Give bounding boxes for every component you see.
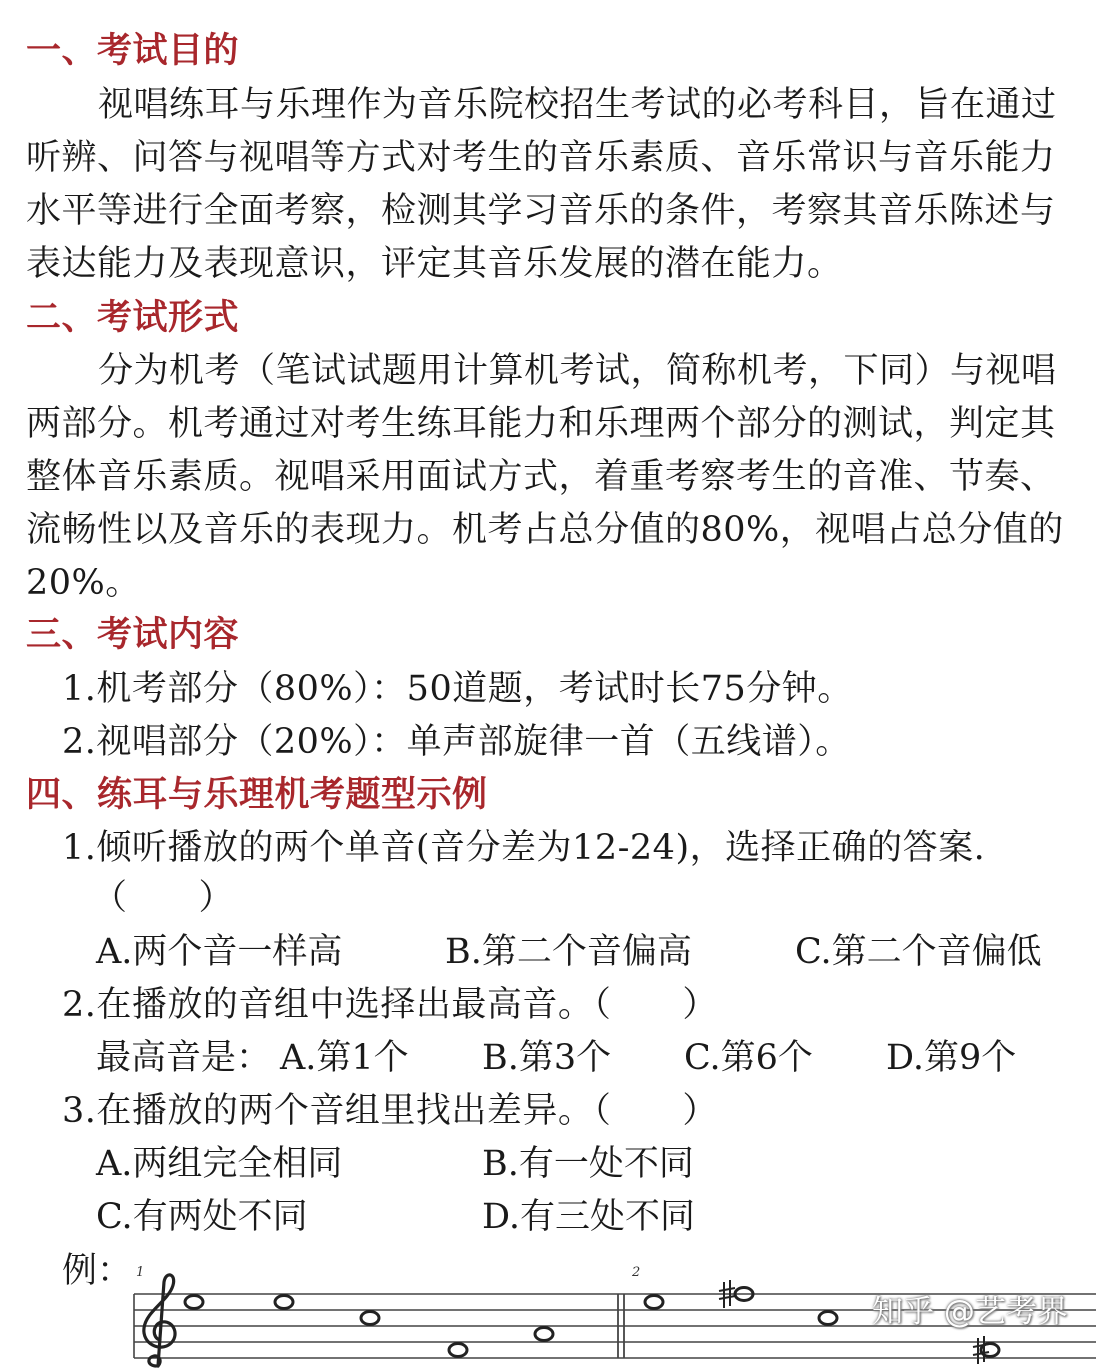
question-2-option-d: D.第9个 bbox=[886, 1038, 1017, 1078]
section-1-line-2: 听辨、问答与视唱等方式对考生的音乐素质、音乐常识与音乐能力 bbox=[26, 138, 1056, 178]
section-2-line-4: 流畅性以及音乐的表现力。机考占总分值的80%，视唱占总分值的 bbox=[26, 510, 1064, 550]
question-2-option-b: B.第3个 bbox=[482, 1038, 612, 1078]
section-2-line-2: 两部分。机考通过对考生练耳能力和乐理两个部分的测试，判定其 bbox=[26, 404, 1056, 444]
question-3-option-d: D.有三处不同 bbox=[482, 1197, 695, 1237]
question-2-text: 2.在播放的音组中选择出最高音。（ ） bbox=[62, 985, 718, 1025]
section-2-heading: 二、考试形式 bbox=[26, 297, 240, 338]
section-3-heading: 三、考试内容 bbox=[26, 614, 240, 655]
section-3-item-2: 2.视唱部分（20%）：单声部旋律一首（五线谱）。 bbox=[62, 722, 851, 762]
question-1-option-a: A.两个音一样高 bbox=[96, 932, 343, 972]
section-1-line-3: 水平等进行全面考察，检测其学习音乐的条件，考察其音乐陈述与 bbox=[26, 191, 1056, 231]
section-2-line-5: 20%。 bbox=[26, 563, 141, 603]
section-1-line-4: 表达能力及表现意识，评定其音乐发展的潜在能力。 bbox=[26, 244, 843, 284]
example-label: 例： bbox=[62, 1251, 133, 1291]
question-3-option-c: C.有两处不同 bbox=[96, 1197, 308, 1237]
treble-clef-icon bbox=[144, 1275, 175, 1366]
question-3-option-b: B.有一处不同 bbox=[482, 1144, 694, 1184]
section-3-item-1: 1.机考部分（80%）：50道题，考试时长75分钟。 bbox=[62, 669, 853, 709]
question-2-prefix: 最高音是： bbox=[96, 1038, 272, 1078]
question-1-text: 1.倾听播放的两个单音(音分差为12-24)，选择正确的答案. bbox=[62, 828, 986, 868]
question-2-option-c: C.第6个 bbox=[684, 1038, 813, 1078]
question-3-option-a: A.两组完全相同 bbox=[96, 1144, 343, 1184]
section-2-line-3: 整体音乐素质。视唱采用面试方式，着重考察考生的音准、节奏、 bbox=[26, 457, 1056, 497]
measure-number-2: 2 bbox=[632, 1265, 641, 1280]
question-1-blank: （ ） bbox=[92, 878, 235, 918]
question-1-option-c: C.第二个音偏低 bbox=[795, 932, 1042, 972]
measure-number-1: 1 bbox=[136, 1265, 145, 1280]
watermark-text: 知乎 @艺考界 bbox=[872, 1294, 1068, 1330]
section-1-line-1: 视唱练耳与乐理作为音乐院校招生考试的必考科目，旨在通过 bbox=[98, 85, 1057, 125]
question-1-option-b: B.第二个音偏高 bbox=[445, 932, 692, 972]
section-1-heading: 一、考试目的 bbox=[26, 30, 240, 71]
section-4-heading: 四、练耳与乐理机考题型示例 bbox=[26, 774, 488, 815]
question-3-text: 3.在播放的两个音组里找出差异。（ ） bbox=[62, 1091, 718, 1131]
question-2-option-a: A.第1个 bbox=[280, 1038, 409, 1078]
section-2-line-1: 分为机考（笔试试题用计算机考试，简称机考，下同）与视唱 bbox=[98, 351, 1057, 391]
